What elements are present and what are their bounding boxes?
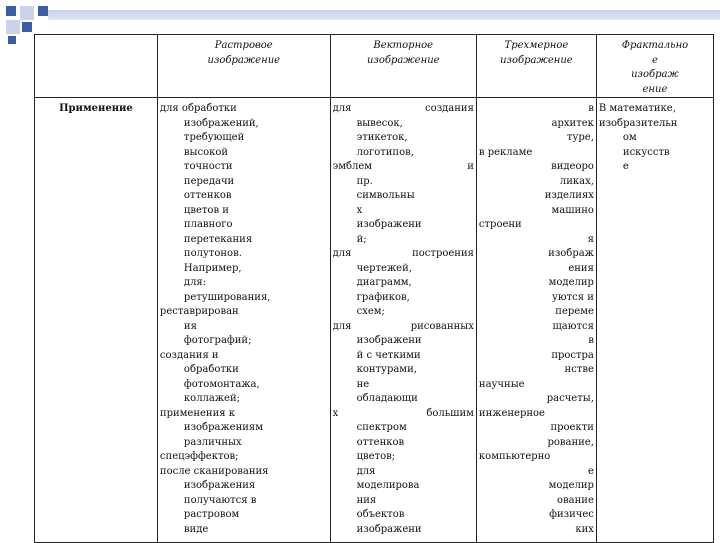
cell-line: для обработки <box>159 103 237 114</box>
cell-line: передачи <box>183 175 235 187</box>
cell-line: инженерное <box>478 407 545 419</box>
cell-line: моделир <box>548 480 594 491</box>
cell-line: объектов <box>356 509 405 520</box>
cell-line: различных <box>183 436 242 448</box>
cell-line: изображени <box>356 523 422 535</box>
cell-line: строени <box>478 219 522 230</box>
deco-square-1 <box>6 6 16 16</box>
cell-line: вывесок, <box>356 117 403 129</box>
cell-line: Растровое <box>214 40 273 51</box>
cell-line: физичес <box>549 509 594 520</box>
cell-line: изображени <box>356 335 422 346</box>
cell-line: я <box>587 233 594 245</box>
comparison-table <box>34 34 714 543</box>
cell-line: Фрактально <box>621 40 689 51</box>
cell-line: символьны <box>356 190 415 201</box>
application-row <box>35 98 714 543</box>
cell-line: изображ <box>548 248 594 259</box>
cell-line: изображ <box>631 69 679 80</box>
cell-line: для создания <box>332 103 474 114</box>
cell-line: видеоро <box>551 161 594 172</box>
cell-line: плавного <box>183 219 233 230</box>
cell-line: чертежей, <box>356 262 412 274</box>
cell-line: высокой <box>183 146 229 158</box>
cell-line: компьютерно <box>478 451 551 462</box>
cell-line: требующей <box>183 132 245 143</box>
cell-line: уются и <box>552 291 594 303</box>
cell-line: моделир <box>548 277 594 288</box>
cell-line: цветов и <box>183 204 229 216</box>
cell-line: Трехмерное <box>504 40 569 51</box>
cell-line: изображение <box>366 54 440 66</box>
cell-line: ения <box>568 262 594 274</box>
cell-line: ение <box>642 83 668 95</box>
cell-line: рование, <box>547 436 594 448</box>
cell-line: х <box>356 204 363 216</box>
cell-line: для рисованных <box>332 320 474 332</box>
cell-line: для: <box>183 277 207 288</box>
cell-line: спектром <box>356 422 407 433</box>
fractal-cell <box>596 98 713 543</box>
cell-line: е <box>622 161 629 172</box>
cell-line: растровом <box>183 509 240 520</box>
row-label: Применение <box>35 98 158 543</box>
cell-line: ретуширования, <box>183 291 271 303</box>
vector-cell <box>330 98 476 543</box>
cell-line: логотипов, <box>356 146 414 158</box>
cell-line: перетекания <box>183 233 253 245</box>
cell-line: для <box>356 465 376 477</box>
cell-line: х большим <box>332 407 474 419</box>
cell-line: научные <box>478 378 525 390</box>
cell-line: цветов; <box>356 451 396 462</box>
cell-line: изображений, <box>183 117 259 129</box>
three-d-cell <box>476 98 596 543</box>
cell-line: й; <box>356 233 367 245</box>
cell-line: изображениям <box>183 422 263 433</box>
cell-line: ом <box>622 132 637 143</box>
cell-line: оттенков <box>183 190 232 201</box>
cell-line: фотографий; <box>183 335 252 346</box>
cell-line: коллажей; <box>183 393 241 404</box>
cell-line: архитек <box>551 117 594 129</box>
cell-line: проекти <box>550 422 594 433</box>
cell-line: диаграмм, <box>356 277 412 288</box>
raster-cell <box>157 98 330 543</box>
deco-square-4 <box>6 20 20 34</box>
cell-line: ование <box>557 494 594 506</box>
cell-line: пр. <box>356 175 373 187</box>
cell-line: расчеты, <box>546 393 594 404</box>
cell-line: В математике, <box>598 103 676 114</box>
cell-line: переме <box>555 306 594 317</box>
cell-line: машино <box>551 204 594 216</box>
cell-line: обработки <box>183 364 239 375</box>
cell-line: моделирова <box>356 480 420 491</box>
cell-line: щаются <box>552 320 594 332</box>
cell-line: фотомонтажа, <box>183 378 260 390</box>
deco-square-5 <box>22 22 32 32</box>
cell-line: е <box>651 54 658 66</box>
cell-line: ия <box>183 320 197 332</box>
deco-bar <box>48 10 720 20</box>
header-vector <box>330 35 476 98</box>
header-raster <box>157 35 330 98</box>
cell-line: простра <box>551 349 594 361</box>
cell-line: не <box>356 378 370 390</box>
cell-line: Векторное <box>373 40 434 51</box>
cell-line: й с четкими <box>356 349 421 361</box>
header-fractal <box>596 35 713 98</box>
cell-line: е <box>587 465 594 477</box>
cell-line: туре, <box>566 132 594 143</box>
cell-line: схем; <box>356 306 385 317</box>
cell-line: создания и <box>159 349 219 361</box>
cell-line: ких <box>575 523 594 535</box>
deco-square-3 <box>38 6 48 16</box>
header-row <box>35 35 714 98</box>
cell-line: изделиях <box>544 190 594 201</box>
cell-line: изображени <box>356 219 422 230</box>
header-three-d <box>476 35 596 98</box>
cell-line: графиков, <box>356 291 410 303</box>
cell-line: оттенков <box>356 436 405 448</box>
deco-square-6 <box>8 36 16 44</box>
cell-line: в <box>588 335 594 346</box>
cell-line: полутонов. <box>183 248 242 259</box>
cell-line: получаются в <box>183 494 257 506</box>
cell-line: применения к <box>159 407 235 419</box>
cell-line: изображение <box>207 54 281 66</box>
cell-line: в рекламе <box>478 146 533 158</box>
cell-line: Например, <box>183 262 242 274</box>
cell-line: контурами, <box>356 364 417 375</box>
cell-line: для построения <box>332 248 474 259</box>
cell-line: спецэффектов; <box>159 451 239 462</box>
cell-line: изображения <box>183 480 256 491</box>
header-empty-cell <box>35 35 158 98</box>
cell-line: эмблем и <box>332 161 474 172</box>
cell-line: ликах, <box>559 175 594 187</box>
cell-line: виде <box>183 523 209 535</box>
cell-line: изобразительн <box>598 117 678 129</box>
cell-line: искусств <box>622 146 670 158</box>
cell-line: обладающи <box>356 393 418 404</box>
deco-square-2 <box>20 6 34 20</box>
cell-line: в <box>588 103 594 114</box>
cell-line: ния <box>356 494 377 506</box>
cell-line: точности <box>183 161 233 172</box>
cell-line: нстве <box>564 364 594 375</box>
cell-line: после сканирования <box>159 465 269 477</box>
cell-line: изображение <box>500 54 573 66</box>
cell-line: реставрирован <box>159 306 239 317</box>
cell-line: этикеток, <box>356 132 408 143</box>
